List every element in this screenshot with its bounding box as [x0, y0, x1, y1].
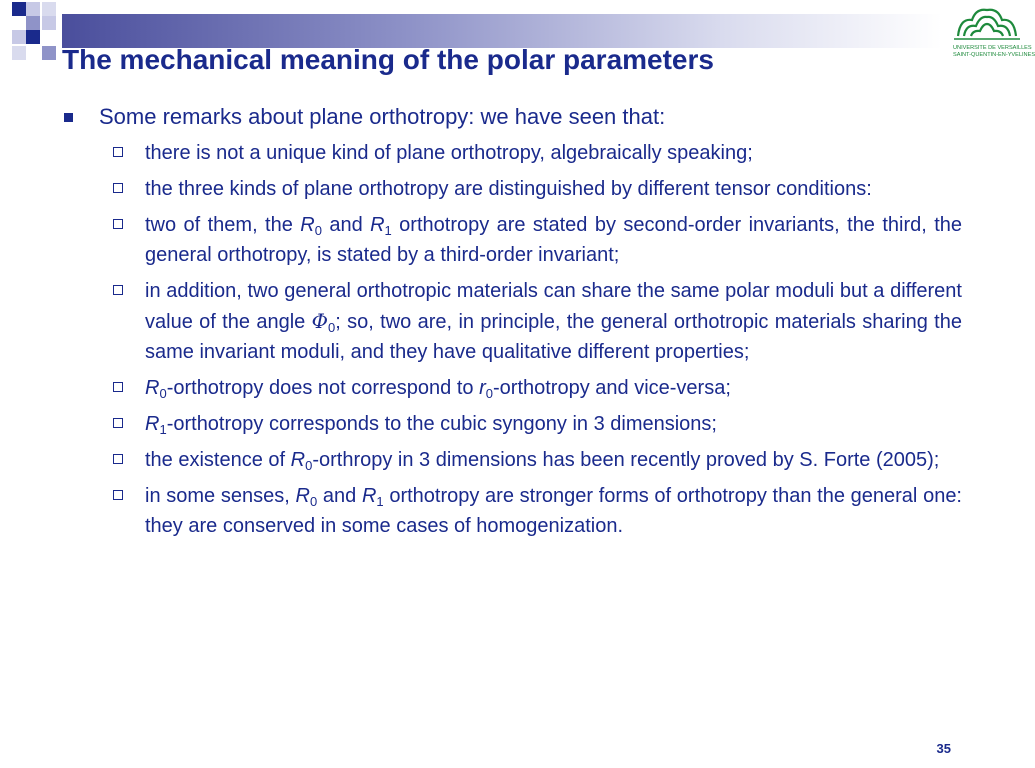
hollow-square-bullet-icon — [113, 490, 123, 500]
list-item: the existence of $R_0$-orthropy in 3 dimensions has been recently proved by S. Forte (2005); — [145, 445, 962, 475]
title-gradient-bar — [62, 14, 942, 48]
page-title: The mechanical meaning of the polar parameters — [62, 44, 714, 75]
hollow-square-bullet-icon — [113, 382, 123, 392]
castle-logo-icon — [950, 2, 1024, 44]
hollow-square-bullet-icon — [113, 219, 123, 229]
logo-line-2: SAINT-QUENTIN-EN-YVELINES — [953, 52, 1035, 58]
square-bullet-icon — [64, 113, 73, 122]
list-item: two of them, the $R_0$ and $R_1$ orthotropy are stated by second-order invariants, the third, the general orthotropy, is stated by a third-order invariant; — [145, 210, 962, 270]
university-logo — [950, 2, 1035, 68]
hollow-square-bullet-icon — [113, 183, 123, 193]
list-item: there is not a unique kind of plane orthotropy, algebraically speaking; — [145, 138, 962, 168]
hollow-square-bullet-icon — [113, 418, 123, 428]
hollow-square-bullet-icon — [113, 147, 123, 157]
list-item: the three kinds of plane orthotropy are distinguished by different tensor conditions: — [145, 174, 962, 204]
hollow-square-bullet-icon — [113, 285, 123, 295]
list-item: in some senses, $R_0$ and $R_1$ orthotropy are stronger forms of orthotropy than the general one: they are conserved in some cases of homogenization. — [145, 481, 962, 541]
logo-line-1: UNIVERSITE DE VERSAILLES — [953, 45, 1032, 51]
list-item: $R_1$-orthotropy corresponds to the cubic syngony in 3 dimensions; — [145, 409, 962, 439]
main-bullet — [62, 102, 962, 132]
list-item: $R_0$-orthotropy does not correspond to $r_0$-orthotropy and vice-versa; — [145, 373, 962, 403]
hollow-square-bullet-icon — [113, 454, 123, 464]
list-item: in addition, two general orthotropic materials can share the same polar moduli but a different value of the angle $\Phi_0$; so, two are, in principle, the general orthotropic materials sharing the same invariant moduli, and they have qualitative different properties; — [145, 276, 962, 367]
main-bullet-text: Some remarks about plane orthotropy: we have seen that: — [99, 104, 666, 129]
slide-content — [62, 102, 962, 547]
page-number: 35 — [936, 741, 951, 756]
